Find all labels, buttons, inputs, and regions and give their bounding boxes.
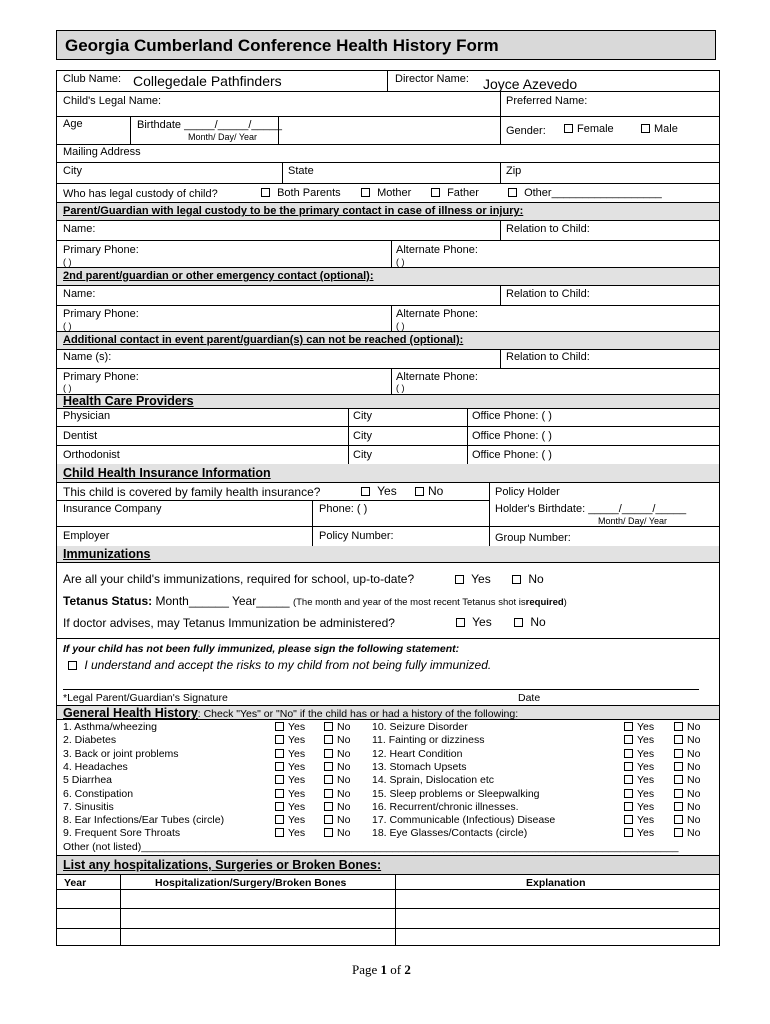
tetanus-required: required [525,597,564,608]
birthdate-field[interactable]: Birthdate _____/_____/_____ [137,119,282,131]
yes-option[interactable]: Yes [624,801,654,813]
tetanus-question: If doctor advises, may Tetanus Immunization be administered? [63,616,395,630]
checkbox[interactable] [674,802,683,811]
condition-label: 17. Communicable (Infectious) Disease [372,814,556,826]
checkbox[interactable] [624,775,633,784]
phone-paren: ( ) [63,383,72,393]
checkbox[interactable] [674,828,683,837]
yes-option[interactable]: Yes [275,721,305,733]
no-option[interactable]: No [324,827,350,839]
checkbox[interactable] [275,762,284,771]
insurance-phone-field[interactable]: Phone: ( ) [319,503,368,515]
yes-option[interactable]: Yes [275,814,305,826]
contact3-alternate-phone[interactable]: Alternate Phone: [396,371,478,383]
primary-contact-header: Parent/Guardian with legal custody to be the primary contact in case of illness or injury: [63,205,524,217]
phone-paren: ( ) [396,321,405,331]
checkbox[interactable] [324,735,333,744]
contact1-name-field[interactable]: Name: [63,223,96,235]
employer-field[interactable]: Employer [63,530,110,542]
orthodonist-phone[interactable]: Office Phone: ( ) [472,449,552,461]
condition-label: 13. Stomach Upsets [372,761,467,773]
tetanus-fields[interactable]: Month______ Year_____ [155,594,290,608]
checkbox[interactable] [361,487,370,496]
insurance-no[interactable]: No [415,484,443,498]
checkbox[interactable] [624,815,633,824]
no-option[interactable]: No [674,788,700,800]
contact3-name-field[interactable]: Name (s): [63,351,112,363]
checkbox[interactable] [275,828,284,837]
yes-option[interactable]: Yes [624,827,654,839]
male-option[interactable]: Male [641,123,678,135]
checkbox[interactable] [624,722,633,731]
contact2-primary-phone[interactable]: Primary Phone: [63,308,139,320]
checkbox[interactable] [674,775,683,784]
insurance-question: This child is covered by family health insurance? [63,485,321,499]
holder-birthdate-hint: Month/ Day/ Year [598,516,668,526]
additional-contact-header: Additional contact in event parent/guardian(s) can not be reached (optional): [63,334,464,346]
club-name-label: Club Name: [63,73,122,85]
condition-label: 2. Diabetes [63,734,117,746]
physician-field[interactable]: Physician [63,410,111,422]
history-header-row [63,706,518,720]
custody-other[interactable]: Other__________________ [508,187,662,199]
condition-label: 7. Sinusitis [63,801,114,813]
custody-mother[interactable]: Mother [361,187,411,199]
contact2-name-field[interactable]: Name: [63,288,96,300]
checkbox[interactable] [324,815,333,824]
club-name-field[interactable]: Collegedale Pathfinders [133,73,282,89]
female-checkbox[interactable] [564,124,573,133]
phone-paren: ( ) [63,257,72,267]
preferred-name-field[interactable]: Preferred Name: [506,95,588,107]
history-header: General Health History [63,706,198,720]
male-checkbox[interactable] [641,124,650,133]
phone-paren: ( ) [63,321,72,331]
no-option[interactable]: No [674,774,700,786]
column-explanation: Explanation [526,877,586,889]
condition-label: 9. Frequent Sore Throats [63,827,181,839]
signature-label: *Legal Parent/Guardian's Signature [63,692,228,704]
checkbox[interactable] [275,789,284,798]
checkbox[interactable] [324,722,333,731]
signature-line[interactable] [63,689,699,690]
dentist-phone[interactable]: Office Phone: ( ) [472,430,552,442]
condition-label: 8. Ear Infections/Ear Tubes (circle) [63,814,225,826]
checkbox[interactable] [275,749,284,758]
contact1-relation-field[interactable]: Relation to Child: [506,223,590,235]
birthdate-hint: Month/ Day/ Year [188,132,258,142]
no-option[interactable]: No [324,814,350,826]
immunizations-question: Are all your child's immunizations, required for school, up-to-date? [63,572,415,586]
yes-option[interactable]: Yes [275,801,305,813]
checkbox[interactable] [275,735,284,744]
orthodonist-city[interactable]: City [353,449,372,461]
checkbox[interactable] [674,722,683,731]
checkbox[interactable] [456,618,465,627]
phone-paren: ( ) [396,257,405,267]
condition-label: 4. Headaches [63,761,128,773]
yes-option[interactable]: Yes [275,748,305,760]
no-option[interactable]: No [324,761,350,773]
contact2-relation-field[interactable]: Relation to Child: [506,288,590,300]
phone-paren: ( ) [396,383,405,393]
no-option[interactable]: No [324,748,350,760]
immunizations-yes[interactable]: Yes [455,572,491,586]
age-field[interactable]: Age [63,118,83,130]
no-option[interactable]: No [324,801,350,813]
column-year: Year [64,877,87,889]
table-row[interactable] [57,928,719,929]
tetanus-label: Tetanus Status: [63,594,153,608]
yes-option[interactable]: Yes [275,774,305,786]
contact1-alternate-phone[interactable]: Alternate Phone: [396,244,478,256]
yes-option[interactable]: Yes [624,734,654,746]
page-number: Page 1 of 2 [352,962,411,977]
director-name-label: Director Name: [395,73,469,85]
condition-label: 5 Diarrhea [63,774,113,786]
tetanus-close: ) [563,597,567,608]
condition-label: 16. Recurrent/chronic illnesses. [372,801,519,813]
checkbox[interactable] [324,789,333,798]
checkbox[interactable] [624,735,633,744]
checkbox[interactable] [674,815,683,824]
child-legal-name-field[interactable]: Child's Legal Name: [63,95,162,107]
second-contact-header: 2nd parent/guardian or other emergency contact (optional): [63,270,374,282]
yes-option[interactable]: Yes [624,748,654,760]
checkbox[interactable] [512,575,521,584]
table-row[interactable] [57,908,719,909]
checkbox[interactable] [324,762,333,771]
no-option[interactable]: No [324,774,350,786]
contact1-primary-phone[interactable]: Primary Phone: [63,244,139,256]
tetanus-no[interactable]: No [514,615,546,629]
zip-field[interactable]: Zip [506,165,522,177]
holder-birthdate-field[interactable]: Holder's Birthdate: _____/_____/_____ [495,503,687,515]
checkbox[interactable] [674,735,683,744]
form-title: Georgia Cumberland Conference Health History Form [56,30,716,60]
contact2-alternate-phone[interactable]: Alternate Phone: [396,308,478,320]
yes-option[interactable]: Yes [624,788,654,800]
no-option[interactable]: No [674,814,700,826]
condition-label: 3. Back or joint problems [63,748,179,760]
condition-label: 10. Seizure Disorder [372,721,468,733]
checkbox[interactable] [514,618,523,627]
condition-label: 11. Fainting or dizziness [372,734,485,746]
insurance-yes[interactable]: Yes [361,484,397,498]
group-number-field[interactable]: Group Number: [495,532,571,544]
checkbox[interactable] [275,815,284,824]
condition-label: 6. Constipation [63,788,134,800]
yes-option[interactable]: Yes [624,814,654,826]
checkbox[interactable] [275,775,284,784]
checkbox[interactable] [275,722,284,731]
checkbox[interactable] [508,188,517,197]
policy-holder-field[interactable]: Policy Holder [495,486,560,498]
condition-label: 18. Eye Glasses/Contacts (circle) [372,827,528,839]
custody-father[interactable]: Father [431,187,479,199]
yes-option[interactable]: Yes [624,761,654,773]
director-name-field[interactable]: Joyce Azevedo [483,76,578,92]
condition-label: 14. Sprain, Dislocation etc [372,774,494,786]
dentist-city[interactable]: City [353,430,372,442]
policy-number-field[interactable]: Policy Number: [319,530,394,542]
no-option[interactable]: No [674,721,700,733]
custody-both-parents[interactable]: Both Parents [261,187,341,199]
condition-label: 12. Heart Condition [372,748,463,760]
checkbox[interactable] [324,775,333,784]
physician-phone[interactable]: Office Phone: ( ) [472,410,552,422]
mailing-address-field[interactable]: Mailing Address [63,146,141,158]
no-option[interactable]: No [324,721,350,733]
tetanus-note: (The month and year of the most recent Tetanus shot is [292,597,526,608]
checkbox[interactable] [324,802,333,811]
health-care-providers-header: Health Care Providers [63,394,194,408]
no-option[interactable]: No [674,761,700,773]
state-field[interactable]: State [288,165,314,177]
checkbox[interactable] [624,802,633,811]
checkbox[interactable] [674,749,683,758]
checkbox[interactable] [624,828,633,837]
immunizations-no[interactable]: No [512,572,544,586]
immunizations-header: Immunizations [63,547,151,561]
no-option[interactable]: No [324,788,350,800]
checkbox[interactable] [361,188,370,197]
female-option[interactable]: Female [564,123,614,135]
contact3-primary-phone[interactable]: Primary Phone: [63,371,139,383]
custody-question: Who has legal custody of child? [63,188,218,200]
orthodonist-field[interactable]: Orthodonist [63,449,120,461]
not-immunized-note: If your child has not been fully immunized, please sign the following statement: [63,643,460,655]
no-option[interactable]: No [324,734,350,746]
no-option[interactable]: No [674,827,700,839]
column-hospitalization: Hospitalization/Surgery/Broken Bones [155,877,347,889]
no-option[interactable]: No [674,748,700,760]
insurance-header: Child Health Insurance Information [63,466,271,480]
no-option[interactable]: No [674,734,700,746]
date-label: Date [518,692,541,704]
hospitalizations-header: List any hospitalizations, Surgeries or Broken Bones: [63,858,382,872]
gender-label: Gender: [506,125,546,137]
condition-label: 15. Sleep problems or Sleepwalking [372,788,540,800]
dentist-field[interactable]: Dentist [63,430,98,442]
yes-option[interactable]: Yes [275,788,305,800]
yes-option[interactable]: Yes [275,827,305,839]
checkbox[interactable] [324,749,333,758]
checkbox[interactable] [624,749,633,758]
insurance-company-field[interactable]: Insurance Company [63,503,162,515]
checkbox[interactable] [275,802,284,811]
checkbox[interactable] [674,762,683,771]
city-field[interactable]: City [63,165,82,177]
other-not-listed[interactable]: Other (not listed)____________________________________________________________________________________________ [63,841,679,853]
checkbox[interactable] [324,828,333,837]
checkbox[interactable] [431,188,440,197]
checkbox[interactable] [624,789,633,798]
tetanus-row [63,594,567,608]
yes-option[interactable]: Yes [624,774,654,786]
checkbox[interactable] [68,661,77,670]
yes-option[interactable]: Yes [275,734,305,746]
checkbox[interactable] [674,789,683,798]
contact3-relation-field[interactable]: Relation to Child: [506,351,590,363]
condition-label: 1. Asthma/wheezing [63,721,157,733]
physician-city[interactable]: City [353,410,372,422]
checkbox[interactable] [415,487,424,496]
tetanus-yes[interactable]: Yes [456,615,492,629]
history-instructions: : Check "Yes" or "No" if the child has or had a history of the following: [197,708,519,720]
no-option[interactable]: No [674,801,700,813]
accept-risk-option[interactable]: I understand and accept the risks to my child from not being fully immunized. [68,658,491,672]
checkbox[interactable] [261,188,270,197]
checkbox[interactable] [455,575,464,584]
yes-option[interactable]: Yes [624,721,654,733]
checkbox[interactable] [624,762,633,771]
yes-option[interactable]: Yes [275,761,305,773]
